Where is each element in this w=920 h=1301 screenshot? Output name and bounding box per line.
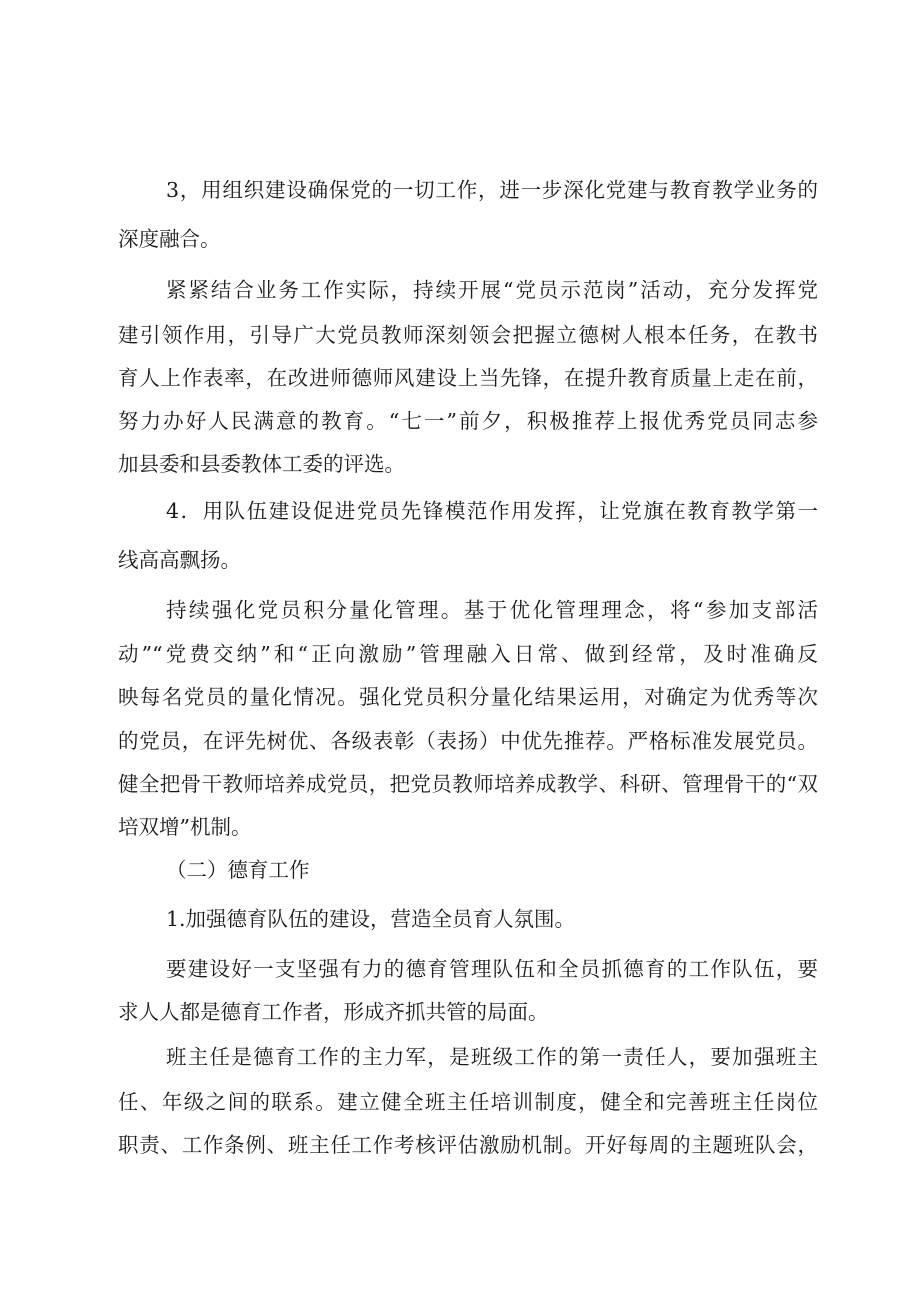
paragraph-4-line-5: 健全把骨干教师培养成党员，把党员教师培养成教学、科研、管理骨干的“双 [118, 772, 818, 796]
paragraph-8-line-2: 任、年级之间的联系。建立健全班主任培训制度，健全和完善班主任岗位 [118, 1090, 818, 1114]
paragraph-8-line-1: 班主任是德育工作的主力军，是班级工作的第一责任人，要加强班主 [166, 1045, 818, 1069]
heading-4-line-1: 4．用队伍建设促进党员先锋模范作用发挥，让党旗在教育教学第一 [166, 499, 818, 523]
paragraph-4-line-4: 的党员，在评先树优、各级表彰（表扬）中优先推荐。严格标准发展党员。 [118, 729, 818, 753]
paragraph-2-line-3: 育人上作表率，在改进师德师风建设上当先锋，在提升教育质量上走在前， [118, 366, 818, 390]
paragraph-4-line-3: 映每名党员的量化情况。强化党员积分量化结果运用，对确定为优秀等次 [118, 685, 818, 709]
paragraph-2-line-5: 加县委和县委教体工委的评选。 [118, 452, 405, 476]
paragraph-4-line-2: 动”“党费交纳”和“正向激励”管理融入日常、做到经常，及时准确反 [118, 642, 818, 666]
paragraph-2-line-2: 建引领作用，引导广大党员教师深刻领会把握立德树人根本任务，在教书 [118, 323, 818, 347]
subheading-1: 1.加强德育队伍的建设，营造全员育人氛围。 [166, 907, 576, 931]
section-heading-moral-education: （二）德育工作 [166, 858, 310, 882]
heading-3-line-1: 3，用组织建设确保党的一切工作，进一步深化党建与教育教学业务的 [166, 178, 818, 202]
paragraph-4-line-1: 持续强化党员积分量化管理。基于优化管理理念，将“参加支部活 [166, 598, 818, 622]
paragraph-8-line-3: 职责、工作条例、班主任工作考核评估激励机制。开好每周的主题班队会， [118, 1133, 818, 1157]
paragraph-2-line-4: 努力办好人民满意的教育。“七一”前夕，积极推荐上报优秀党员同志参 [118, 409, 818, 433]
paragraph-4-line-6: 培双增”机制。 [118, 815, 252, 839]
heading-4-line-2: 线高高飘扬。 [118, 548, 241, 572]
paragraph-7-line-1: 要建设好一支坚强有力的德育管理队伍和全员抓德育的工作队伍，要 [166, 957, 818, 981]
paragraph-2-line-1: 紧紧结合业务工作实际，持续开展“党员示范岗”活动，充分发挥党 [166, 278, 818, 302]
heading-3-line-2: 深度融合。 [118, 227, 221, 251]
paragraph-7-line-2: 求人人都是德育工作者，形成齐抓共管的局面。 [118, 1000, 549, 1024]
